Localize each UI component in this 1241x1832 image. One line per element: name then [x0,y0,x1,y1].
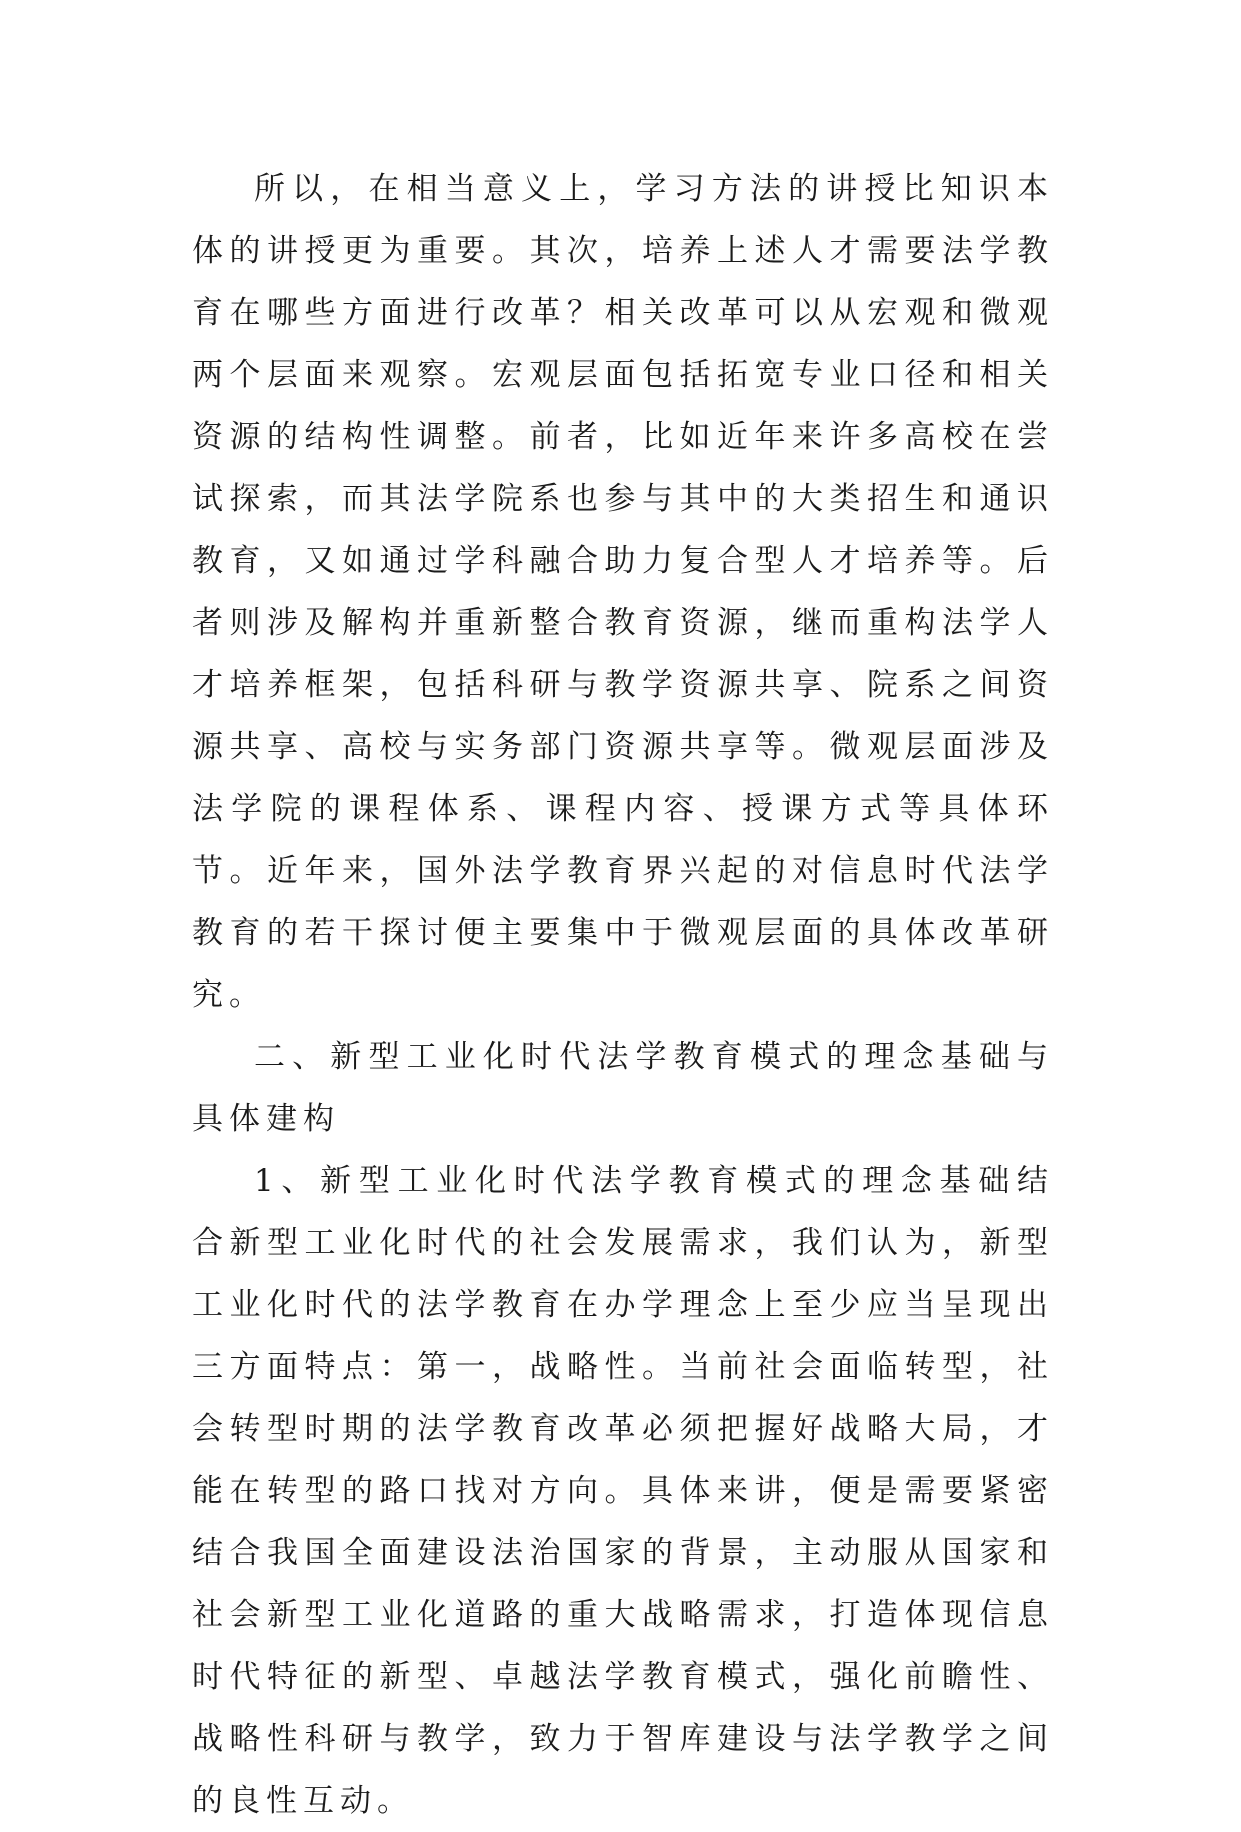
section-heading: 二、新型工业化时代法学教育模式的理念基础与具体建构 [192,1039,1054,1137]
paragraph-2: 1、新型工业化时代法学教育模式的理念基础结合新型工业化时代的社会发展需求，我们认为，新型工业化时代的法学教育在办学理念上至少应当呈现出三方面特点：第一，战略性。当前社会面临转型，社会转型时期的法学教育改革必须把握好战略大局，才能在转型的路口找对方向。具体来讲，便是需要紧密结合我国全面建设法治国家的背景，主动服从国家和社会新型工业化道路的重大战略需求，打造体现信息时代特征的新型、卓越法学教育模式，强化前瞻性、战略性科研与教学，致力于智库建设与法学教学之间的良性互动。 [192,1163,1054,1819]
document-body [192,158,1054,1832]
paragraph-1: 所以，在相当意义上，学习方法的讲授比知识本体的讲授更为重要。其次，培养上述人才需要法学教育在哪些方面进行改革？相关改革可以从宏观和微观两个层面来观察。宏观层面包括拓宽专业口径和相关资源的结构性调整。前者，比如近年来许多高校在尝试探索，而其法学院系也参与其中的大类招生和通识教育，又如通过学科融合助力复合型人才培养等。后者则涉及解构并重新整合教育资源，继而重构法学人才培养框架，包括科研与教学资源共享、院系之间资源共享、高校与实务部门资源共享等。微观层面涉及法学院的课程体系、课程内容、授课方式等具体环节。近年来，国外法学教育界兴起的对信息时代法学教育的若干探讨便主要集中于微观层面的具体改革研究。 [192,171,1054,1013]
